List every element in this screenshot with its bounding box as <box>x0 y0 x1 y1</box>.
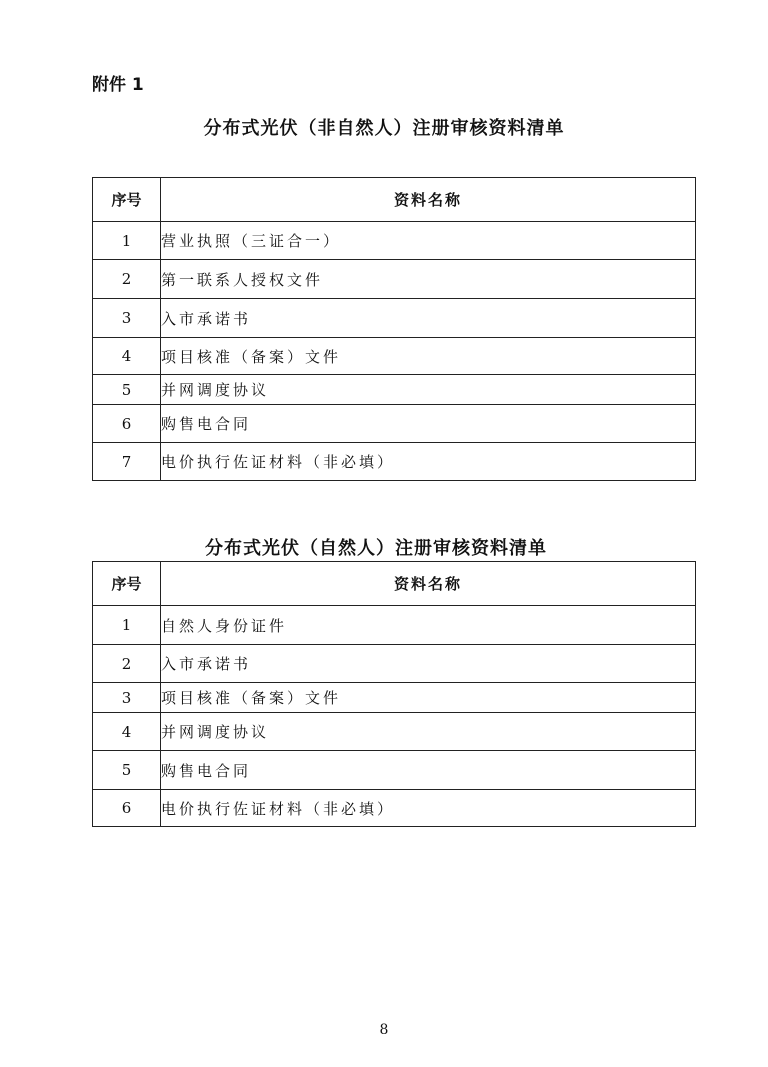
table-row <box>93 713 696 751</box>
table-row <box>93 751 696 790</box>
row-name: 项目核准（备案）文件 <box>161 683 696 713</box>
table-header-row <box>93 178 696 222</box>
table-row <box>93 645 696 683</box>
row-name: 并网调度协议 <box>161 713 696 751</box>
row-index: 3 <box>93 683 161 713</box>
row-name: 第一联系人授权文件 <box>161 260 696 299</box>
table-row <box>93 222 696 260</box>
table-row <box>93 443 696 481</box>
row-index: 4 <box>93 713 161 751</box>
table-title-non-natural-person: 分布式光伏（非自然人）注册审核资料清单 <box>203 118 565 139</box>
row-name: 入市承诺书 <box>161 299 696 338</box>
row-index: 7 <box>93 443 161 481</box>
table-row <box>93 606 696 645</box>
table-row <box>93 375 696 405</box>
row-index: 5 <box>93 751 161 790</box>
row-index: 1 <box>93 606 161 645</box>
table-header-row <box>93 562 696 606</box>
row-name: 营业执照（三证合一） <box>161 222 696 260</box>
table-row <box>93 405 696 443</box>
row-index: 3 <box>93 299 161 338</box>
row-index: 4 <box>93 338 161 375</box>
row-name: 项目核准（备案）文件 <box>161 338 696 375</box>
row-index: 6 <box>93 790 161 827</box>
row-name: 电价执行佐证材料（非必填） <box>161 443 696 481</box>
row-index: 5 <box>93 375 161 405</box>
table-row <box>93 338 696 375</box>
row-index: 6 <box>93 405 161 443</box>
table-title-natural-person: 分布式光伏（自然人）注册审核资料清单 <box>205 538 547 559</box>
document-list-table-non-natural-person <box>92 177 696 481</box>
row-index: 1 <box>93 222 161 260</box>
header-index: 序号 <box>93 562 161 606</box>
row-name: 入市承诺书 <box>161 645 696 683</box>
page-number: 8 <box>379 1022 389 1038</box>
table-row <box>93 299 696 338</box>
row-name: 购售电合同 <box>161 751 696 790</box>
table-row <box>93 683 696 713</box>
header-index: 序号 <box>93 178 161 222</box>
header-name: 资料名称 <box>161 562 696 606</box>
row-index: 2 <box>93 260 161 299</box>
attachment-label: 附件 1 <box>92 75 144 95</box>
row-name: 自然人身份证件 <box>161 606 696 645</box>
document-list-table-natural-person <box>92 561 696 827</box>
row-name: 电价执行佐证材料（非必填） <box>161 790 696 827</box>
table-row <box>93 260 696 299</box>
table-row <box>93 790 696 827</box>
row-name: 并网调度协议 <box>161 375 696 405</box>
header-name: 资料名称 <box>161 178 696 222</box>
row-index: 2 <box>93 645 161 683</box>
row-name: 购售电合同 <box>161 405 696 443</box>
